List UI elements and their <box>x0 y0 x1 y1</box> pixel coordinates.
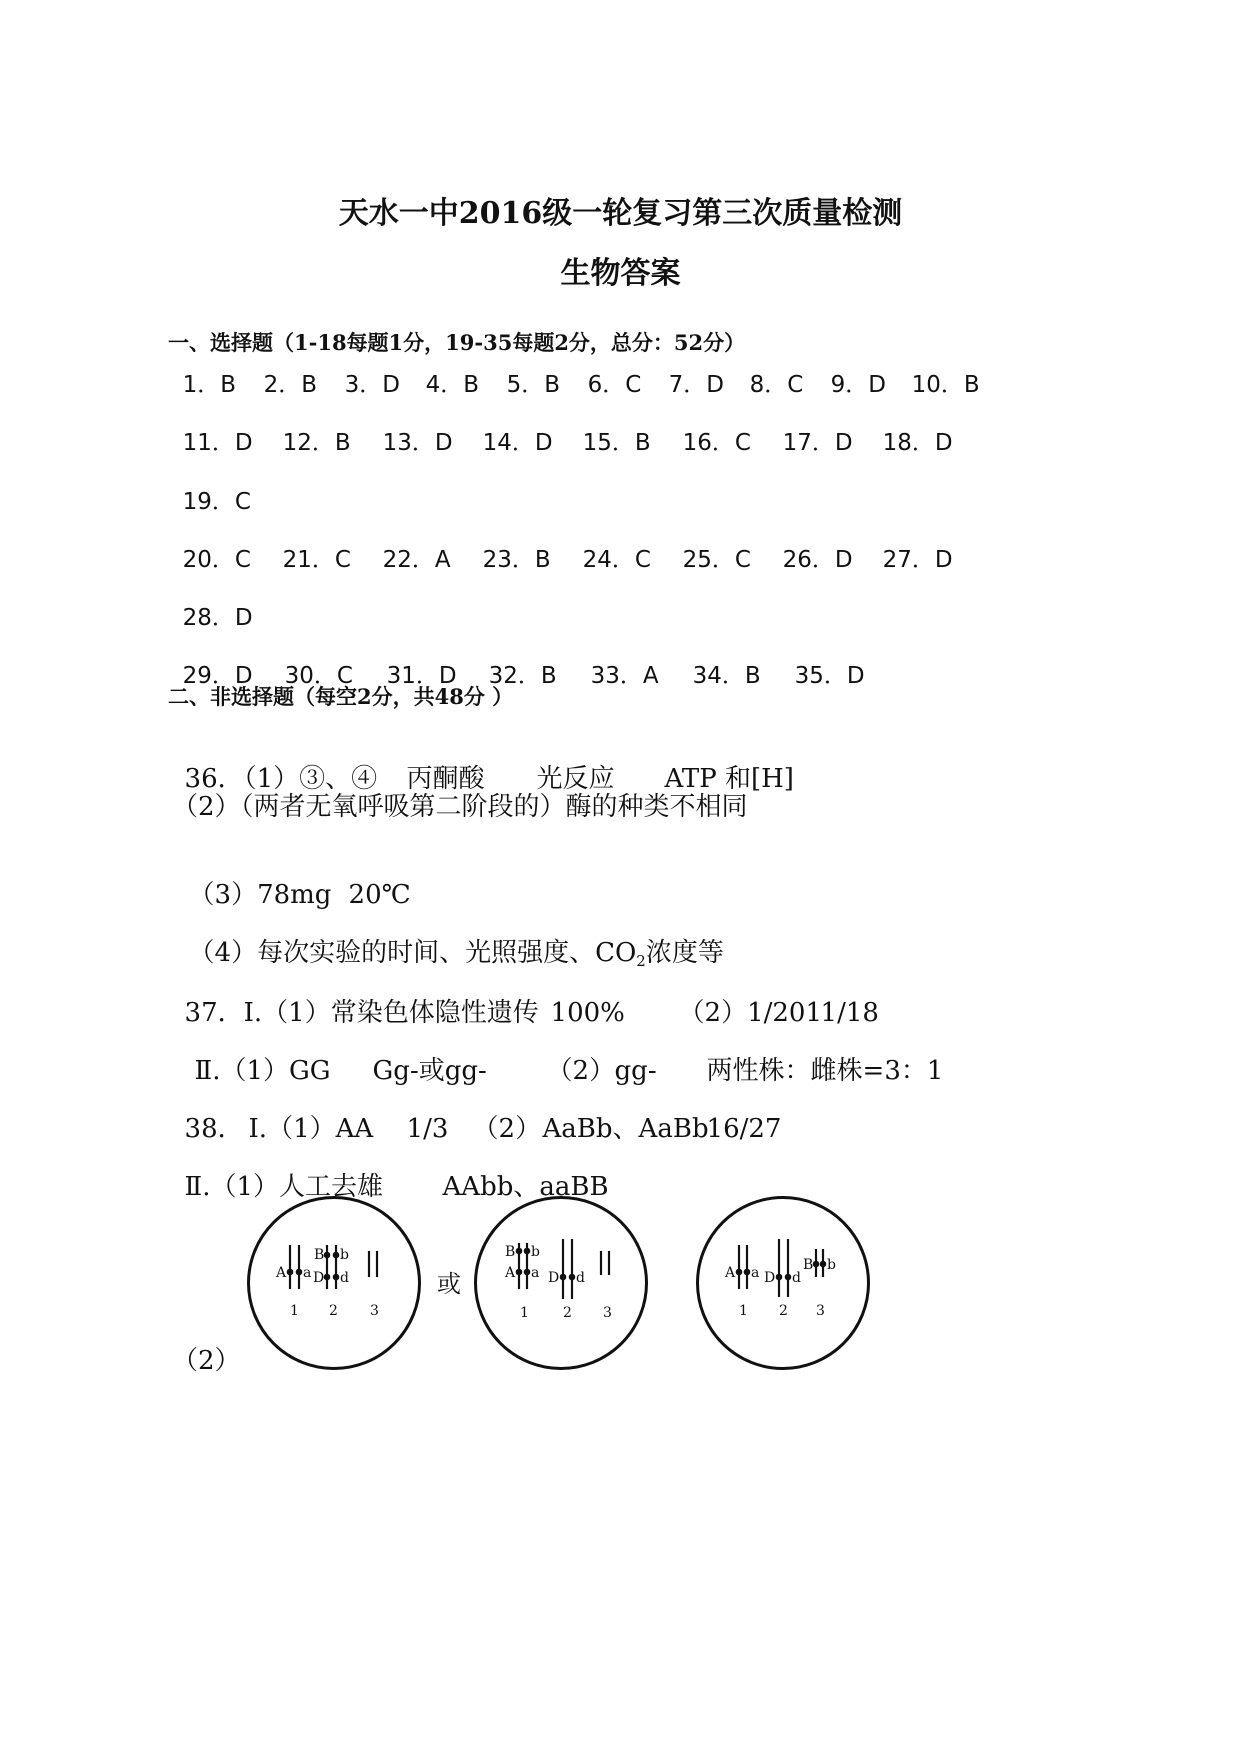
answer-text: AaBb、AaBb <box>542 1114 709 1144</box>
answer-item: 24．C <box>582 547 651 573</box>
allele-label: D <box>313 1270 325 1286</box>
answer-item: 9．D <box>830 372 886 398</box>
diagram-drawing <box>699 1199 867 1367</box>
allele-label: B <box>803 1257 814 1273</box>
diagram-drawing <box>477 1199 645 1367</box>
allele-label: b <box>340 1247 349 1263</box>
q38-part2 <box>168 1136 609 1203</box>
answer-row-3 <box>168 457 251 516</box>
allele-label: A <box>505 1265 516 1281</box>
answer-item: 10．B <box>911 372 980 398</box>
diagram-drawing <box>250 1199 418 1367</box>
allele-label: D <box>548 1270 560 1286</box>
q37-part1 <box>168 962 879 1029</box>
chromosome-number: 1 <box>520 1305 529 1321</box>
allele-label: D <box>764 1270 776 1286</box>
chromosome-number: 3 <box>816 1303 825 1319</box>
answer-item: 3．D <box>344 372 400 398</box>
answer-item: 25．C <box>682 547 751 573</box>
answer-item: 23．B <box>482 547 551 573</box>
answer-item: 33．A <box>590 663 659 689</box>
answer-item: 8．C <box>749 372 804 398</box>
answer-item: 4．B <box>425 372 480 398</box>
chromosome-diagram-3 <box>696 1196 870 1370</box>
answer-item: 31．D <box>386 663 457 689</box>
answer-item: 6．C <box>587 372 642 398</box>
allele-label: B <box>505 1244 516 1260</box>
answer-item: 1．B <box>182 372 237 398</box>
q38-part2-label: （2） <box>172 1346 241 1376</box>
answer-text: Ⅱ.（1）GG <box>194 1056 331 1086</box>
or-label: 或 <box>437 1270 461 1298</box>
answer-item: 15．B <box>582 430 651 456</box>
answer-text: （2） <box>472 1114 542 1144</box>
allele-label: b <box>827 1257 836 1273</box>
allele-label: A <box>276 1265 287 1281</box>
answer-item: 26．D <box>782 547 853 573</box>
allele-label: b <box>531 1244 540 1260</box>
answer-text: 36．（1）③、④ <box>184 764 378 794</box>
answer-item: 16．C <box>682 430 751 456</box>
q36-part1 <box>168 728 794 795</box>
subscript: 2 <box>636 952 646 970</box>
answer-item: 12．B <box>282 430 351 456</box>
answer-item: 32．B <box>488 663 557 689</box>
page-title: 天水一中2016级一轮复习第三次质量检测 <box>338 196 903 231</box>
answer-text: 100% <box>550 998 625 1028</box>
chromosome-number: 2 <box>329 1303 338 1319</box>
chromosome-diagram-2 <box>474 1196 648 1370</box>
answer-item: 28．D <box>182 605 253 631</box>
q36-part4 <box>172 902 724 970</box>
answer-text: Gg-或gg- <box>372 1056 487 1086</box>
allele-label: a <box>531 1265 540 1281</box>
q36-part3 <box>172 844 411 911</box>
answer-item: 2．B <box>263 372 318 398</box>
answer-text: 38． <box>184 1114 244 1144</box>
answer-text: 1/3 <box>406 1114 449 1144</box>
answer-row-5 <box>168 573 253 632</box>
answer-row-2 <box>168 398 953 457</box>
allele-label: B <box>314 1247 325 1263</box>
answer-text: 20℃ <box>348 880 411 910</box>
answer-text: 两性株：雌株=3：1 <box>706 1056 944 1086</box>
answer-row-1 <box>168 340 980 399</box>
allele-label: A <box>725 1265 736 1281</box>
answer-text: （2） <box>546 1056 616 1086</box>
answer-text: ATP 和[H] <box>664 764 794 794</box>
answer-text: gg- <box>614 1056 657 1086</box>
answer-item: 21．C <box>282 547 351 573</box>
allele-label: a <box>751 1265 760 1281</box>
chromosome-number: 3 <box>370 1303 379 1319</box>
answer-text: Ⅱ.（1）人工去雄 <box>184 1172 384 1202</box>
answer-item: 30．C <box>284 663 353 689</box>
chromosome-number: 3 <box>603 1305 612 1321</box>
section1-heading: 一、选择题（1-18每题1分，19-35每题2分，总分：52分） <box>168 330 746 355</box>
answer-text: （3）78mg <box>188 880 332 910</box>
allele-label: d <box>792 1270 801 1286</box>
answer-text: （4）每次实验的时间、光照强度、CO <box>188 938 637 968</box>
q36-part2: （2）（两者无氧呼吸第二阶段的）酶的种类不相同 <box>172 792 748 822</box>
section2-heading: 二、非选择题（每空2分，共48分 ） <box>168 684 514 709</box>
answer-item: 22．A <box>382 547 451 573</box>
q37-part2 <box>178 1020 943 1087</box>
allele-label: d <box>576 1270 585 1286</box>
answer-text: 光反应 <box>536 764 615 794</box>
chromosome-number: 1 <box>290 1303 299 1319</box>
answer-item: 11．D <box>182 430 253 456</box>
chromosome-number: 2 <box>779 1303 788 1319</box>
answer-item: 35．D <box>794 663 865 689</box>
allele-label: d <box>340 1270 349 1286</box>
answer-text: 37．Ⅰ.（1）常染色体隐性遗传 <box>184 998 539 1028</box>
page-subtitle: 生物答案 <box>560 256 681 291</box>
answer-text: 浓度等 <box>645 938 724 968</box>
answer-item: 29．D <box>182 663 253 689</box>
answer-text: AAbb、aaBB <box>442 1172 609 1202</box>
answer-text: （2）1/201 <box>678 998 823 1028</box>
answer-item: 19．C <box>182 489 251 515</box>
answer-row-4 <box>168 515 953 574</box>
answer-text: Ⅰ.（1）AA <box>248 1114 374 1144</box>
answer-item: 18．D <box>882 430 953 456</box>
answer-item: 17．D <box>782 430 853 456</box>
answer-text: 16/27 <box>706 1114 782 1144</box>
answer-item: 14．D <box>482 430 553 456</box>
answer-text: 丙酮酸 <box>406 764 485 794</box>
chromosome-diagram-1 <box>247 1196 421 1370</box>
answer-item: 5．B <box>506 372 561 398</box>
answer-item: 13．D <box>382 430 453 456</box>
q38-part1 <box>168 1078 781 1145</box>
answer-text: 1/18 <box>820 998 879 1028</box>
chromosome-number: 1 <box>739 1303 748 1319</box>
answer-item: 27．D <box>882 547 953 573</box>
answer-item: 34．B <box>692 663 761 689</box>
answer-item: 20．C <box>182 547 251 573</box>
allele-label: a <box>303 1265 312 1281</box>
chromosome-number: 2 <box>563 1305 572 1321</box>
answer-item: 7．D <box>668 372 724 398</box>
